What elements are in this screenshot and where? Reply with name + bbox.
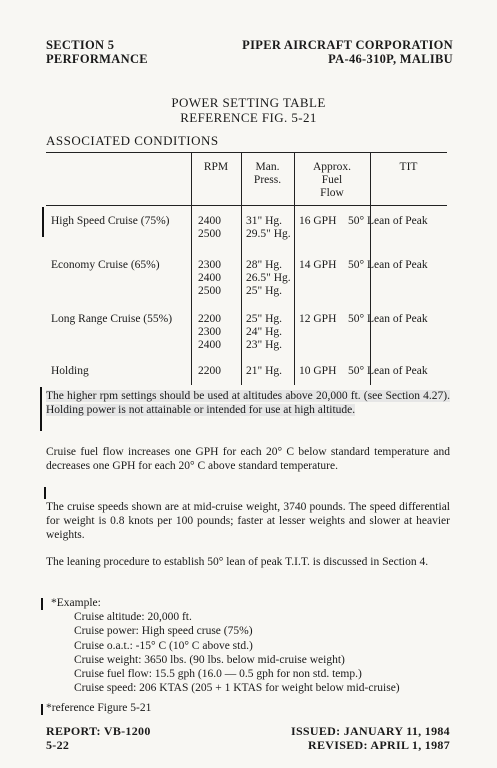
title-line-2: REFERENCE FIG. 5-21 [180,110,317,125]
table-divider [241,153,242,385]
rpm-value: 2300 [198,259,221,271]
rpm-value: 2300 [198,326,221,338]
fuel-flow-value: 12 GPH [299,313,337,325]
high-altitude-note [46,389,450,417]
row-label-economy-cruise: Economy Cruise (65%) [51,259,160,271]
example-line: Cruise speed: 206 KTAS (205 + 1 KTAS for weight below mid-cruise) [74,682,400,695]
row-label-holding: Holding [51,365,89,377]
manufacturer-name: PIPER AIRCRAFT CORPORATION [242,38,453,52]
column-header-tit: TIT [399,161,418,173]
manufacturer-header [242,38,453,66]
aircraft-model: PA-46-310P, MALIBU [328,52,453,66]
header-text: Flow [320,187,344,199]
revision-bar [44,487,46,499]
page-title [0,95,497,125]
pressure-value: 25" Hg. [246,313,282,325]
date-footer [291,724,450,752]
example-heading: *Example: [51,597,101,609]
rpm-value: 2500 [198,285,221,297]
pressure-value: 23" Hg. [246,339,282,351]
header-text: Approx. [312,161,351,173]
pressure-value: 21" Hg. [246,365,282,377]
cruise-speed-note: The cruise speeds shown are at mid-cruise weight, 3740 pounds. The speed differential for weight is 0.8 knots per 100 pounds; faster at lesser weights and slower at heavier weights. [46,501,450,541]
pressure-value: 31" Hg. [246,215,282,227]
row-label-long-range-cruise: Long Range Cruise (55%) [51,313,173,325]
fuel-flow-value: 14 GPH [299,259,337,271]
revision-bar [42,207,44,237]
column-header-fuel-flow [294,161,370,200]
pressure-value: 24" Hg. [246,326,282,338]
revision-bar [41,598,43,610]
section-name: PERFORMANCE [46,52,148,66]
example-line: Cruise fuel flow: 15.5 gph (16.0 — 0.5 gph for non std. temp.) [74,668,362,681]
cruise-example [46,596,466,695]
leaning-procedure-note: The leaning procedure to establish 50° lean of peak T.I.T. is discussed in Section 4. [46,556,429,568]
report-number: REPORT: VB-1200 [46,724,151,738]
header-text: Fuel [321,174,343,186]
section-header [46,38,148,66]
example-line: Cruise altitude: 20,000 ft. [74,611,192,624]
example-line: Cruise weight: 3650 lbs. (90 lbs. below mid-cruise weight) [74,653,345,666]
report-footer [46,724,151,752]
pressure-value: 25" Hg. [246,285,282,297]
column-header-manifold-pressure [241,161,294,187]
fuel-flow-value: 16 GPH [299,215,337,227]
example-line: Cruise power: High speed cruse (75%) [74,625,253,638]
issued-date: ISSUED: JANUARY 11, 1984 [290,724,450,738]
example-line: Cruise o.a.t.: -15° C (10° C above std.) [74,639,253,652]
header-text: Press. [253,174,282,186]
title-line-1: POWER SETTING TABLE [171,95,326,110]
tit-value: 50° Lean of Peak [348,365,428,377]
figure-reference: *reference Figure 5-21 [46,702,152,714]
tit-value: 50° Lean of Peak [348,215,428,227]
fuel-flow-value: 10 GPH [299,365,337,377]
table-header-rule [46,205,447,206]
table-divider [191,153,192,385]
tit-value: 50° Lean of Peak [348,259,428,271]
section-number: SECTION 5 [46,38,115,52]
rpm-value: 2400 [198,272,221,284]
rpm-value: 2200 [198,313,221,325]
pressure-value: 26.5" Hg. [246,272,291,284]
revision-bar [40,387,42,431]
page-number: 5-22 [46,738,70,752]
revision-bar [41,704,43,715]
revised-date: REVISED: APRIL 1, 1987 [308,738,450,752]
row-label-high-speed-cruise: High Speed Cruise (75%) [51,215,170,227]
tit-value: 50° Lean of Peak [348,313,428,325]
rpm-value: 2200 [198,365,221,377]
power-setting-table [46,152,447,385]
fuel-flow-note: Cruise fuel flow increases one GPH for each 20° C below standard temperature and decreases one GPH for each 20° C above standard temperature. [46,446,450,472]
rpm-value: 2400 [198,215,221,227]
column-header-rpm: RPM [203,161,229,173]
pressure-value: 28" Hg. [246,259,282,271]
rpm-value: 2400 [198,339,221,351]
pressure-value: 29.5" Hg. [246,228,291,240]
header-text: Man. [255,161,280,173]
note-text: The higher rpm settings should be used at altitudes above 20,000 ft. (see Section 4.27). Holding power is not attainable or intended for use at high altitude. [46,390,450,416]
associated-conditions-heading: ASSOCIATED CONDITIONS [46,133,219,148]
rpm-value: 2500 [198,228,221,240]
